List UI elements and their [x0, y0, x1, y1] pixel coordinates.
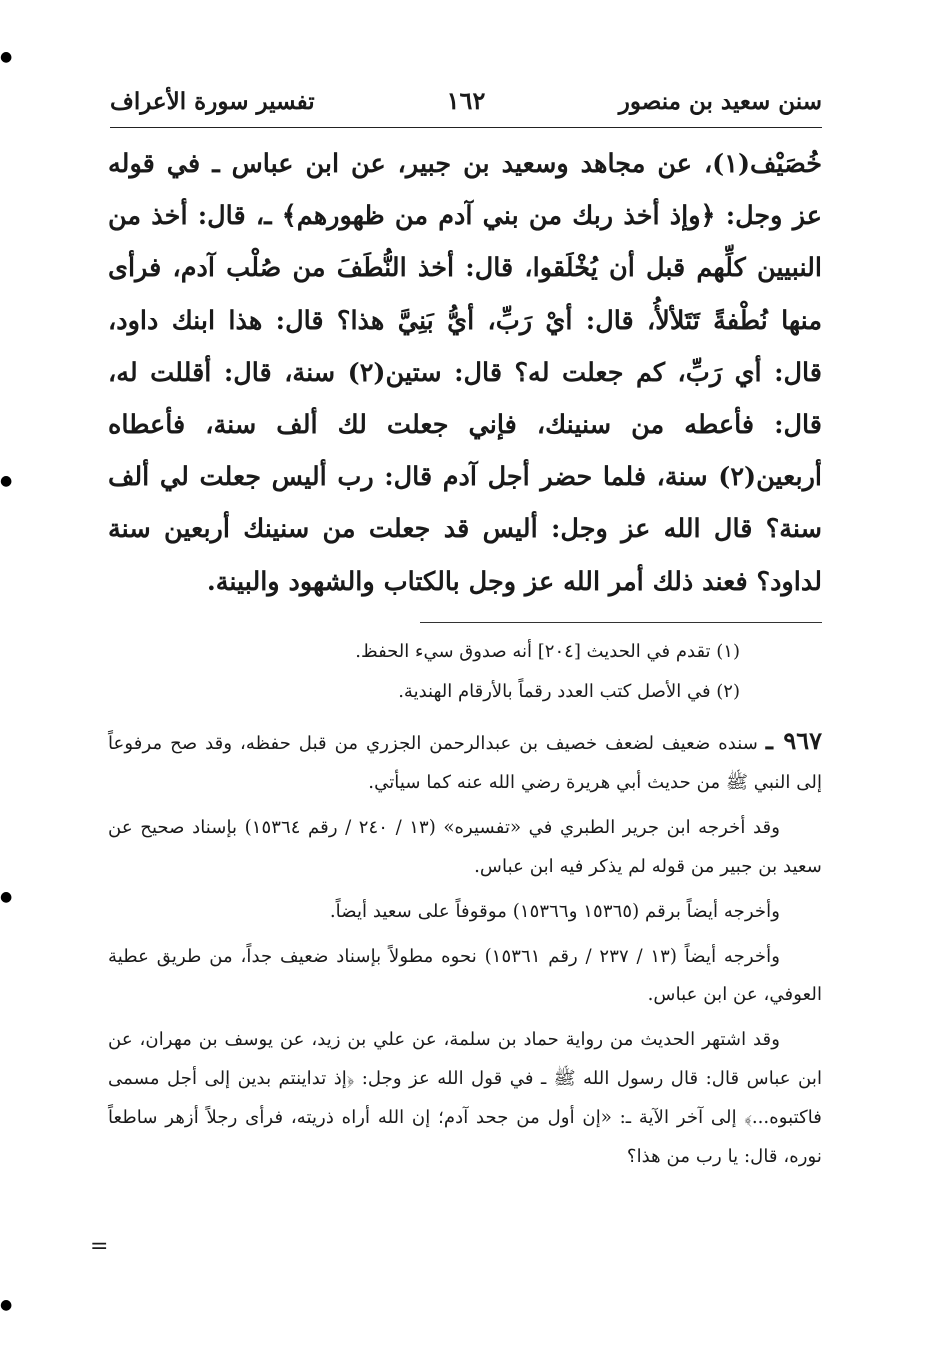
continuation-mark: =	[90, 1234, 109, 1259]
section-title: تفسير سورة الأعراف	[110, 88, 315, 115]
scan-margin-dot: ●	[0, 1297, 13, 1313]
hadith-number: ٩٦٧ ـ	[765, 726, 822, 755]
footnote-divider	[420, 622, 822, 623]
commentary-paragraph: وقد اشتهر الحديث من رواية حماد بن سلمة، عن علي بن زيد، عن يوسف بن مهران، عن ابن عباس قال: قال رسول الله ﷺ ـ في قول الله عز وجل: ﴿إذ تداينتم بدين إلى أجل مسمى فاكتبوه...﴾ إلى آخر الآية ـ: «إن أول من جحد آدم؛ إن الله أراه ذريته، فرأى رجلاً أزهر ساطعاً نوره، قال: يا رب من هذا؟	[108, 1029, 822, 1168]
footnotes	[150, 632, 740, 712]
header-divider	[110, 127, 822, 128]
footnote-2: (٢) في الأصل كتب العدد رقماً بالأرقام الهندية.	[398, 681, 740, 702]
book-title: سنن سعيد بن منصور	[618, 88, 822, 115]
scan-margin-dot: ●	[0, 473, 13, 489]
hadith-text	[108, 138, 822, 608]
scan-margin-dot: ●	[0, 889, 13, 905]
scan-margin-dot: ●	[0, 49, 13, 65]
page-header	[110, 78, 822, 122]
hadith-paragraph: خُصَيْف(١)، عن مجاهد وسعيد بن جبير، عن ابن عباس ـ في قوله عز وجل: ﴿وإذ أخذ ربك من بني آدم من ظهورهم﴾ ـ، قال: أخذ من النبيين كلِّهم قبل أن يُخْلَقوا، قال: أخذ النُّطَفَ من صُلْب آدم، فرأى منها نُطْفةً تَتَلألأُ، قال: أيْ رَبِّ، أيُّ بَنِيَّ هذا؟ قال: هذا ابنك داود، قال: أي رَبِّ، كم جعلت له؟ قال: ستين(٢) سنة، قال: أقللت له، قال: فأعطه من سنينك، فإني جعلت لك ألف سنة، فأعطاه أربعين(٢) سنة، فلما حضر أجل آدم قال: رب أليس جعلت لي ألف سنة؟ قال الله عز وجل: أليس قد جعلت من سنينك أربعين سنة لداود؟ فعند ذلك أمر الله عز وجل بالكتاب والشهود والبينة.	[108, 149, 822, 597]
commentary-paragraph: وقد أخرجه ابن جرير الطبري في «تفسيره» (١٣ / ٢٤٠ / رقم ١٥٣٦٤) بإسناد صحيح عن سعيد بن جبير من قوله لم يذكر فيه ابن عباس.	[108, 816, 822, 877]
page-number: ١٦٢	[446, 86, 486, 115]
commentary-first-paragraph	[108, 722, 822, 803]
commentary-paragraph: وأخرجه أيضاً برقم (١٥٣٦٥ و١٥٣٦٦) موقوفاً على سعيد أيضاً.	[329, 900, 780, 922]
footnote-1: (١) تقدم في الحديث [٢٠٤] أنه صدوق سيء الحفظ.	[355, 641, 740, 662]
commentary-paragraph: وأخرجه أيضاً (١٣ / ٢٣٧ / رقم ١٥٣٦١) نحوه مطولاً بإسناد ضعيف جداً، من طريق عطية العوفي، عن ابن عباس.	[108, 945, 822, 1006]
commentary-first-text: سنده ضعيف لضعف خصيف بن عبدالرحمن الجزري من قبل حفظه، وقد صح مرفوعاً إلى النبي ﷺ من حديث أبي هريرة رضي الله عنه كما سيأتي.	[108, 733, 822, 793]
commentary	[108, 722, 822, 1183]
